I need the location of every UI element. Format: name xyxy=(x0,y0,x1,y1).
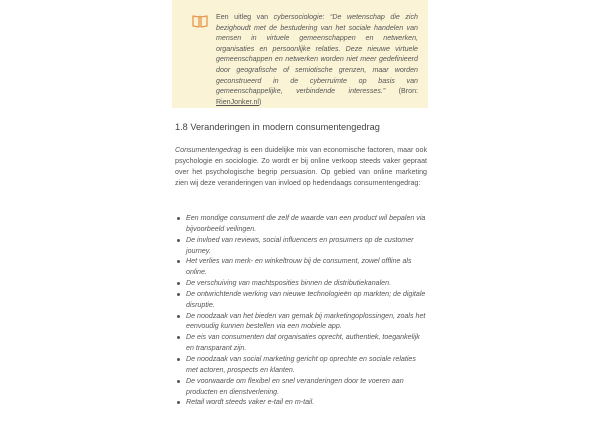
callout-term: cybersociologie xyxy=(273,13,323,21)
list-item: De noodzaak van het bieden van gemak bij marketingoplossingen, zoals het eenvoudig kunnen bestellen via een mobiele app. xyxy=(175,311,427,333)
list-item: Een mondige consument die zelf de waarde van een product wil bepalen via bijvoorbeeld veilingen. xyxy=(175,213,427,235)
list-item: De ontwrichtende werking van nieuwe technologieën op markten; de digitale disruptie. xyxy=(175,289,427,311)
list-item: Het verlies van merk- en winkeltrouw bij de consument, zowel offline als online. xyxy=(175,256,427,278)
document-page xyxy=(162,0,438,424)
section-heading: 1.8 Veranderingen in modern consumentengedrag xyxy=(175,122,380,132)
para-text-2: . Op gebied van online marketing zien wij deze veranderingen van invloed op hedendaags consumentengedrag: xyxy=(175,167,427,187)
open-book-icon xyxy=(192,14,208,28)
para-term: Consumentengedrag xyxy=(175,146,242,154)
callout-source-suffix: ) xyxy=(258,97,262,106)
list-item: De invloed van reviews, social influencers en prosumers op de customer journey. xyxy=(175,235,427,257)
para-text-1: is een duidelijke mix van economische factoren, maar ook psychologie en sociologie. Zo wordt er bij online verkoop steeds vaker gepraat over het psychologische begrip xyxy=(175,146,427,176)
list-item: De verschuiving van machtsposities binnen de distributiekanalen. xyxy=(175,278,427,289)
callout-intro: Een uitleg van xyxy=(216,13,274,21)
bullet-list xyxy=(175,213,427,408)
definition-callout xyxy=(172,0,428,108)
section-paragraph xyxy=(175,145,427,189)
para-term-2: persuasion xyxy=(280,167,316,176)
list-item: De noodzaak van social marketing gericht op oprechte en sociale relaties met actoren, prospects en klanten. xyxy=(175,354,427,376)
source-link[interactable]: RienJonker.nl xyxy=(216,97,259,106)
list-item: De voorwaarde om flexibel en snel veranderingen door te voeren aan producten en dienstverlening. xyxy=(175,376,427,398)
list-item: De eis van consumenten dat organisaties oprecht, authentiek, toegankelijk en transparant zijn. xyxy=(175,332,427,354)
callout-text xyxy=(216,12,418,107)
callout-quote: : “De wetenschap die zich bezighoudt met de bestudering van het sociale handelen van mensen in virtuele gemeenschappen en netwerken, organisaties en persoonlijke relaties. Deze nieuwe virtuele gemeenschappen en netwerken worden niet meer gedefinieerd door geografische of semiotische grenzen, maar worden geconstrueerd in de cyberruimte op basis van gemeenschappelijke, verbindende interesses.” xyxy=(216,13,418,96)
list-item: Retail wordt steeds vaker e-tail en m-tail. xyxy=(175,397,427,408)
callout-source-prefix: (Bron: xyxy=(385,87,418,96)
